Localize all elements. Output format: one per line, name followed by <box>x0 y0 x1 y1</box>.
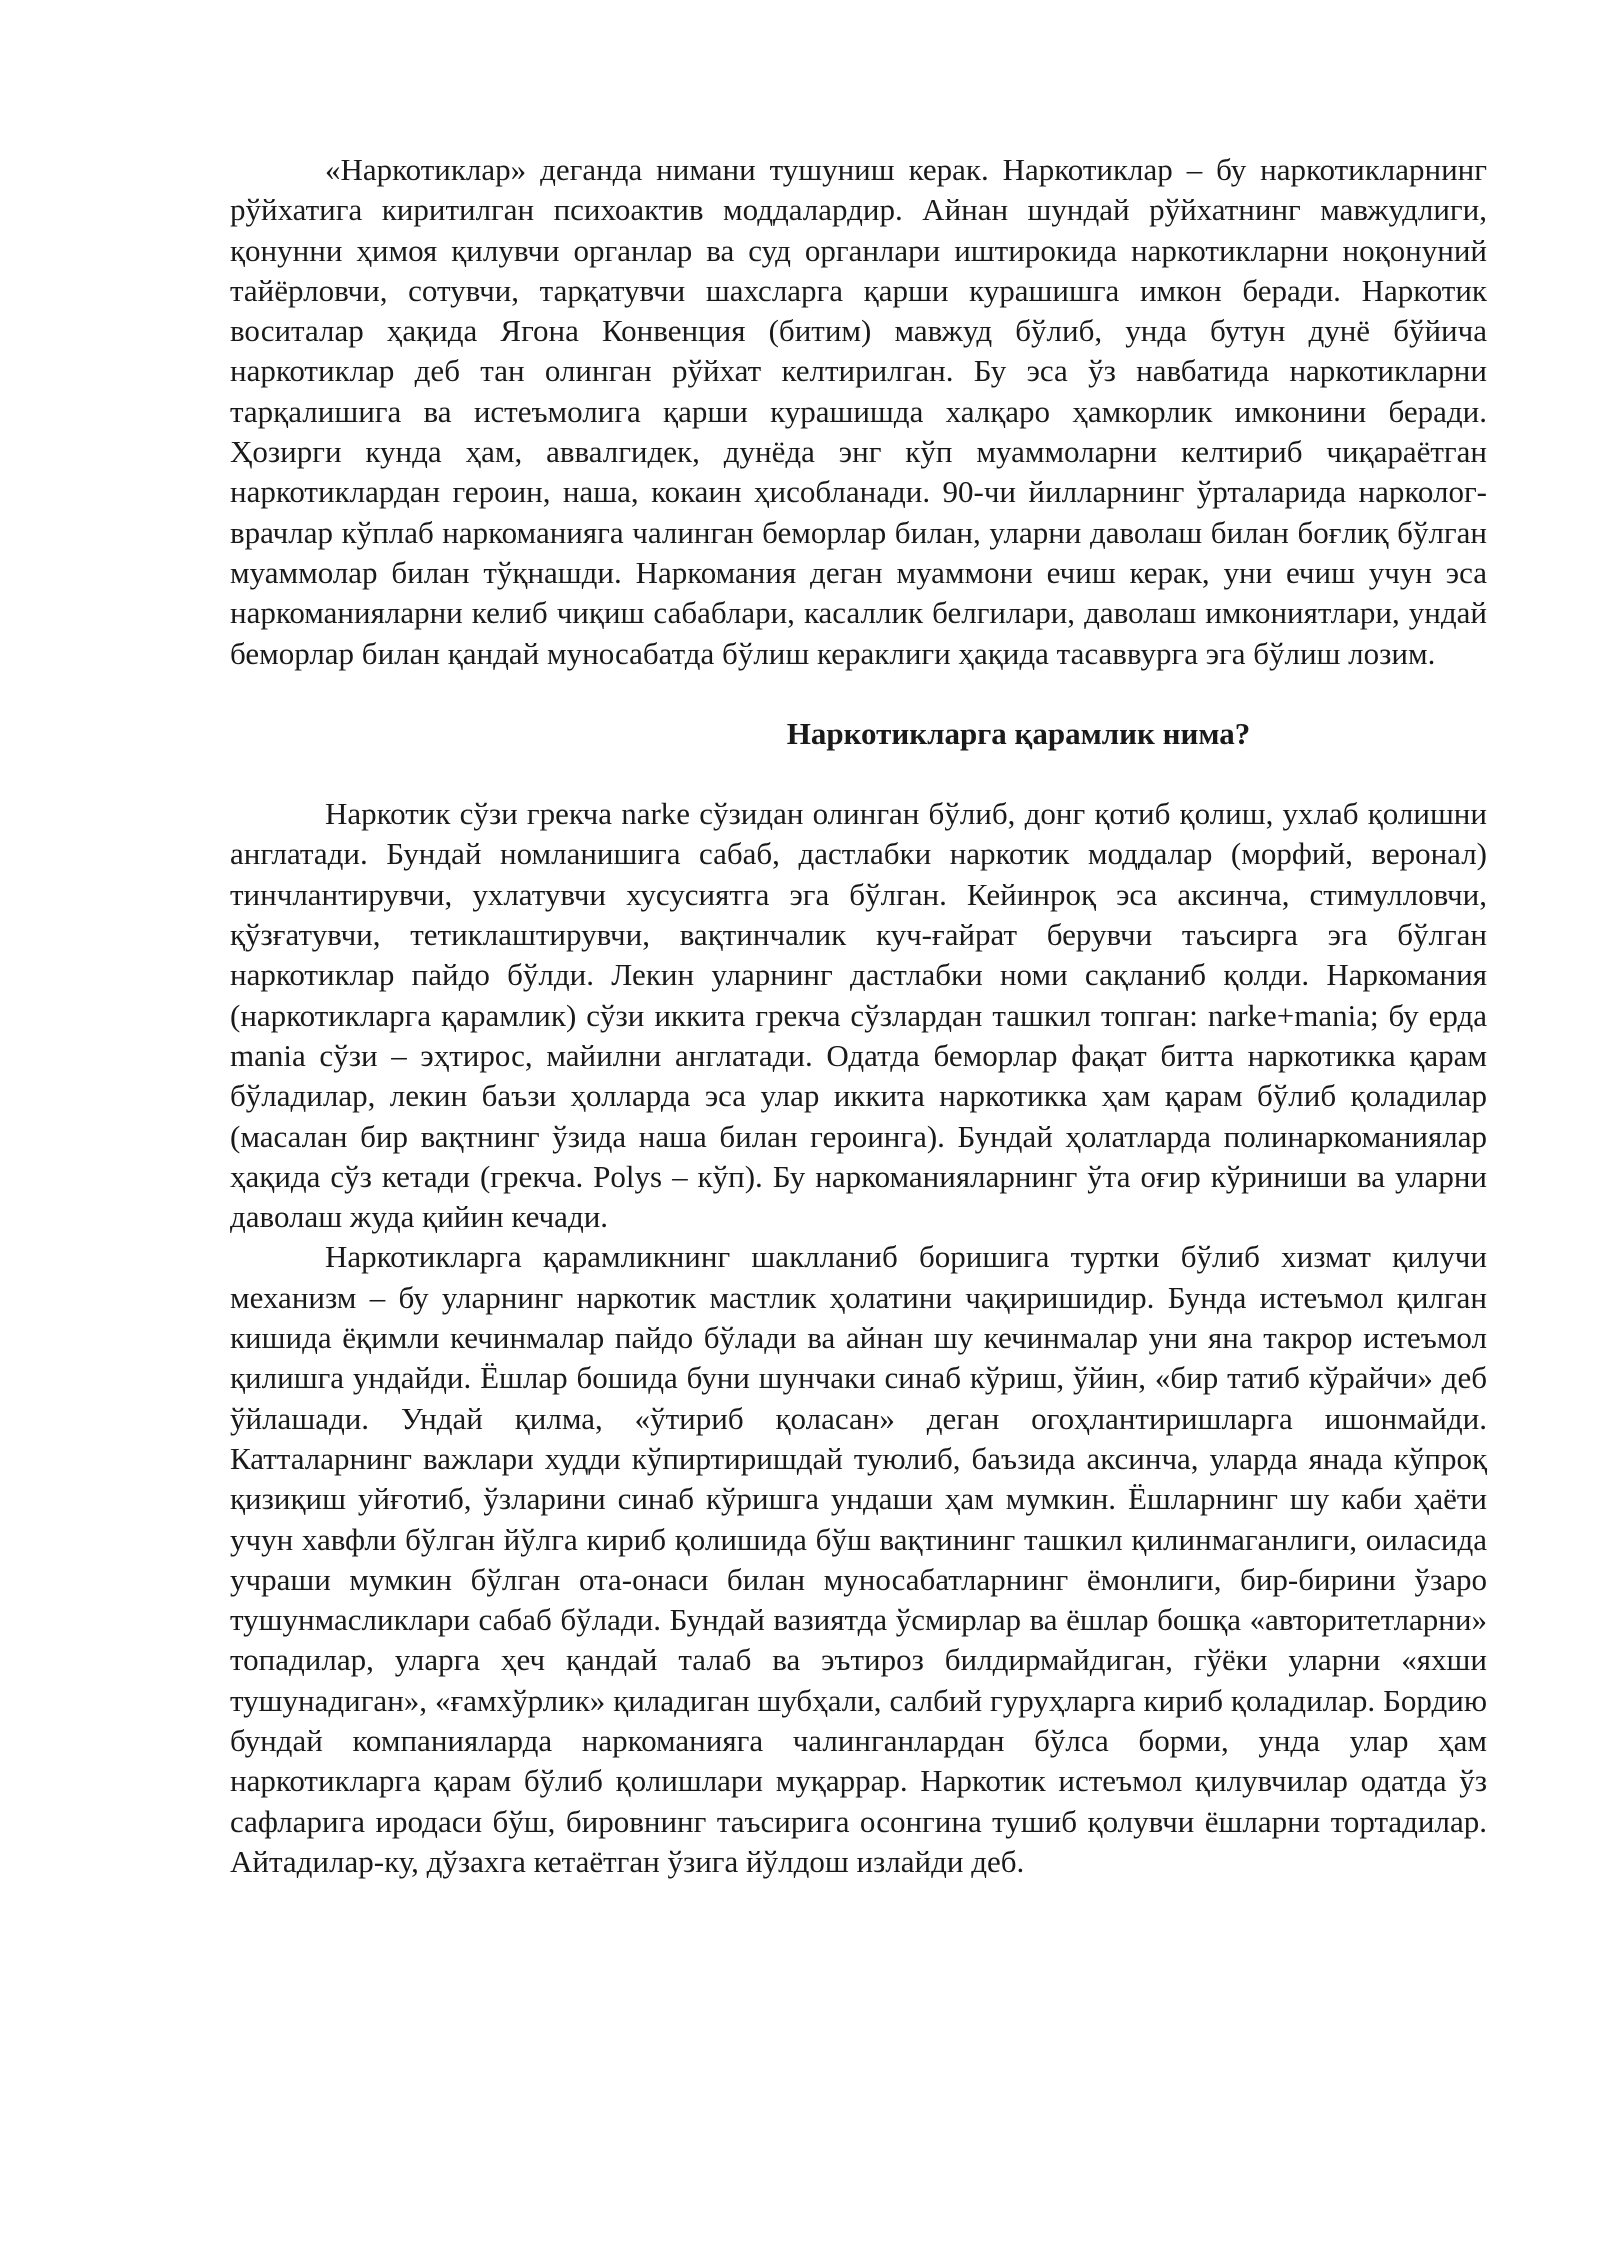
section-heading: Наркотикларга қарамлик нима? <box>786 715 1251 751</box>
paragraph-narcotic-definition: Наркотик сўзи грекча narke сўзидан олинган бўлиб, донг қотиб қолиш, ухлаб қолишни англатади. Бундай номланишига сабаб, дастлабки наркотик моддалар (морфий, веронал) тинчлантирувчи, ухлатувчи хусусиятга эга бўлган. Кейинроқ эса аксинча, стимулловчи, қўзғатувчи, тетиклаштирувчи, вақтинчалик куч-ғайрат берувчи таъсирга эга бўлган наркотиклар пайдо бўлди. Лекин уларнинг дастлабки номи сақланиб қолди. Наркомания (наркотикларга қарамлик) сўзи иккита грекча сўзлардан ташкил топган: narke+mania; бу ерда mania сўзи – эҳтирос, майилни англатади. Одатда беморлар фақат битта наркотикка қарам бўладилар, лекин баъзи ҳолларда эса улар иккита наркотикка ҳам қарам бўлиб қоладилар (масалан бир вақтнинг ўзида наша билан героинга). Бундай ҳолатларда полинаркоманиялар ҳақида сўз кетади (грекча. Polys – кўп). Бу наркоманияларнинг ўта оғир кўриниши ва уларни даволаш жуда қийин кечади. <box>230 796 1487 1235</box>
document-body <box>230 150 1487 1882</box>
paragraph-intro: «Наркотиклар» деганда нимани тушуниш керак. Наркотиклар – бу наркотикларнинг рўйхатига киритилган психоактив моддалардир. Айнан шундай рўйхатнинг мавжудлиги, қонунни ҳимоя қилувчи органлар ва суд органлари иштирокида наркотикларни ноқонуний тайёрловчи, сотувчи, тарқатувчи шахсларга қарши курашишга имкон беради. Наркотик воситалар ҳақида Ягона Конвенция (битим) мавжуд бўлиб, унда бутун дунё бўйича наркотиклар деб тан олинган рўйхат келтирилган. Бу эса ўз навбатида наркотикларни тарқалишига ва истеъмолига қарши курашишда халқаро ҳамкорлик имконини беради. Ҳозирги кунда ҳам, аввалгидек, дунёда энг кўп муаммоларни келтириб чиқараётган наркотиклардан героин, наша, кокаин ҳисобланади. 90-чи йилларнинг ўрталарида нарколог-врачлар кўплаб наркоманияга чалинган беморлар билан, уларни даволаш билан боғлиқ бўлган муаммолар билан тўқнашди. Наркомания деган муаммони ечиш керак, уни ечиш учун эса наркоманияларни келиб чиқиш сабаблари, касаллик белгилари, даволаш имкониятлари, ундай беморлар билан қандай муносабатда бўлиш кераклиги ҳақида тасаввурга эга бўлиш лозим. <box>230 152 1487 671</box>
paragraph-dependence-mechanism: Наркотикларга қарамликнинг шаклланиб боришига туртки бўлиб хизмат қилучи механизм – бу уларнинг наркотик мастлик ҳолатини чақиришидир. Бунда истеъмол қилган кишида ёқимли кечинмалар пайдо бўлади ва айнан шу кечинмалар уни яна такрор истеъмол қилишга ундайди. Ёшлар бошида буни шунчаки синаб кўриш, ўйин, «бир татиб кўрайчи» деб ўйлашади. Ундай қилма, «ўтириб қоласан» деган огоҳлантиришларга ишонмайди. Катталарнинг важлари худди кўпиртиришдай туюлиб, баъзида аксинча, уларда янада кўпроқ қизиқиш уйғотиб, ўзларини синаб кўришга ундаши ҳам мумкин. Ёшларнинг шу каби ҳаёти учун хавфли бўлган йўлга кириб қолишида бўш вақтининг ташкил қилинмаганлиги, оиласида учраши мумкин бўлган ота-онаси билан муносабатларнинг ёмонлиги, бир-бирини ўзаро тушунмасликлари сабаб бўлади. Бундай вазиятда ўсмирлар ва ёшлар бошқа «авторитетларни» топадилар, уларга ҳеч қандай талаб ва эътироз билдирмайдиган, гўёки уларни «яхши тушунадиган», «ғамхўрлик» қиладиган шубҳали, салбий гуруҳларга кириб қоладилар. Бордию бундай компанияларда наркоманияга чалинганлардан бўлса борми, унда улар ҳам наркотикларга қарам бўлиб қолишлари муқаррар. Наркотик истеъмол қилувчилар одатда ўз сафларига иродаси бўш, бировнинг таъсирига осонгина тушиб қолувчи ёшларни тортадилар. Айтадилар-ку, дўзахга кетаётган ўзига йўлдош излайди деб. <box>230 1239 1487 1879</box>
